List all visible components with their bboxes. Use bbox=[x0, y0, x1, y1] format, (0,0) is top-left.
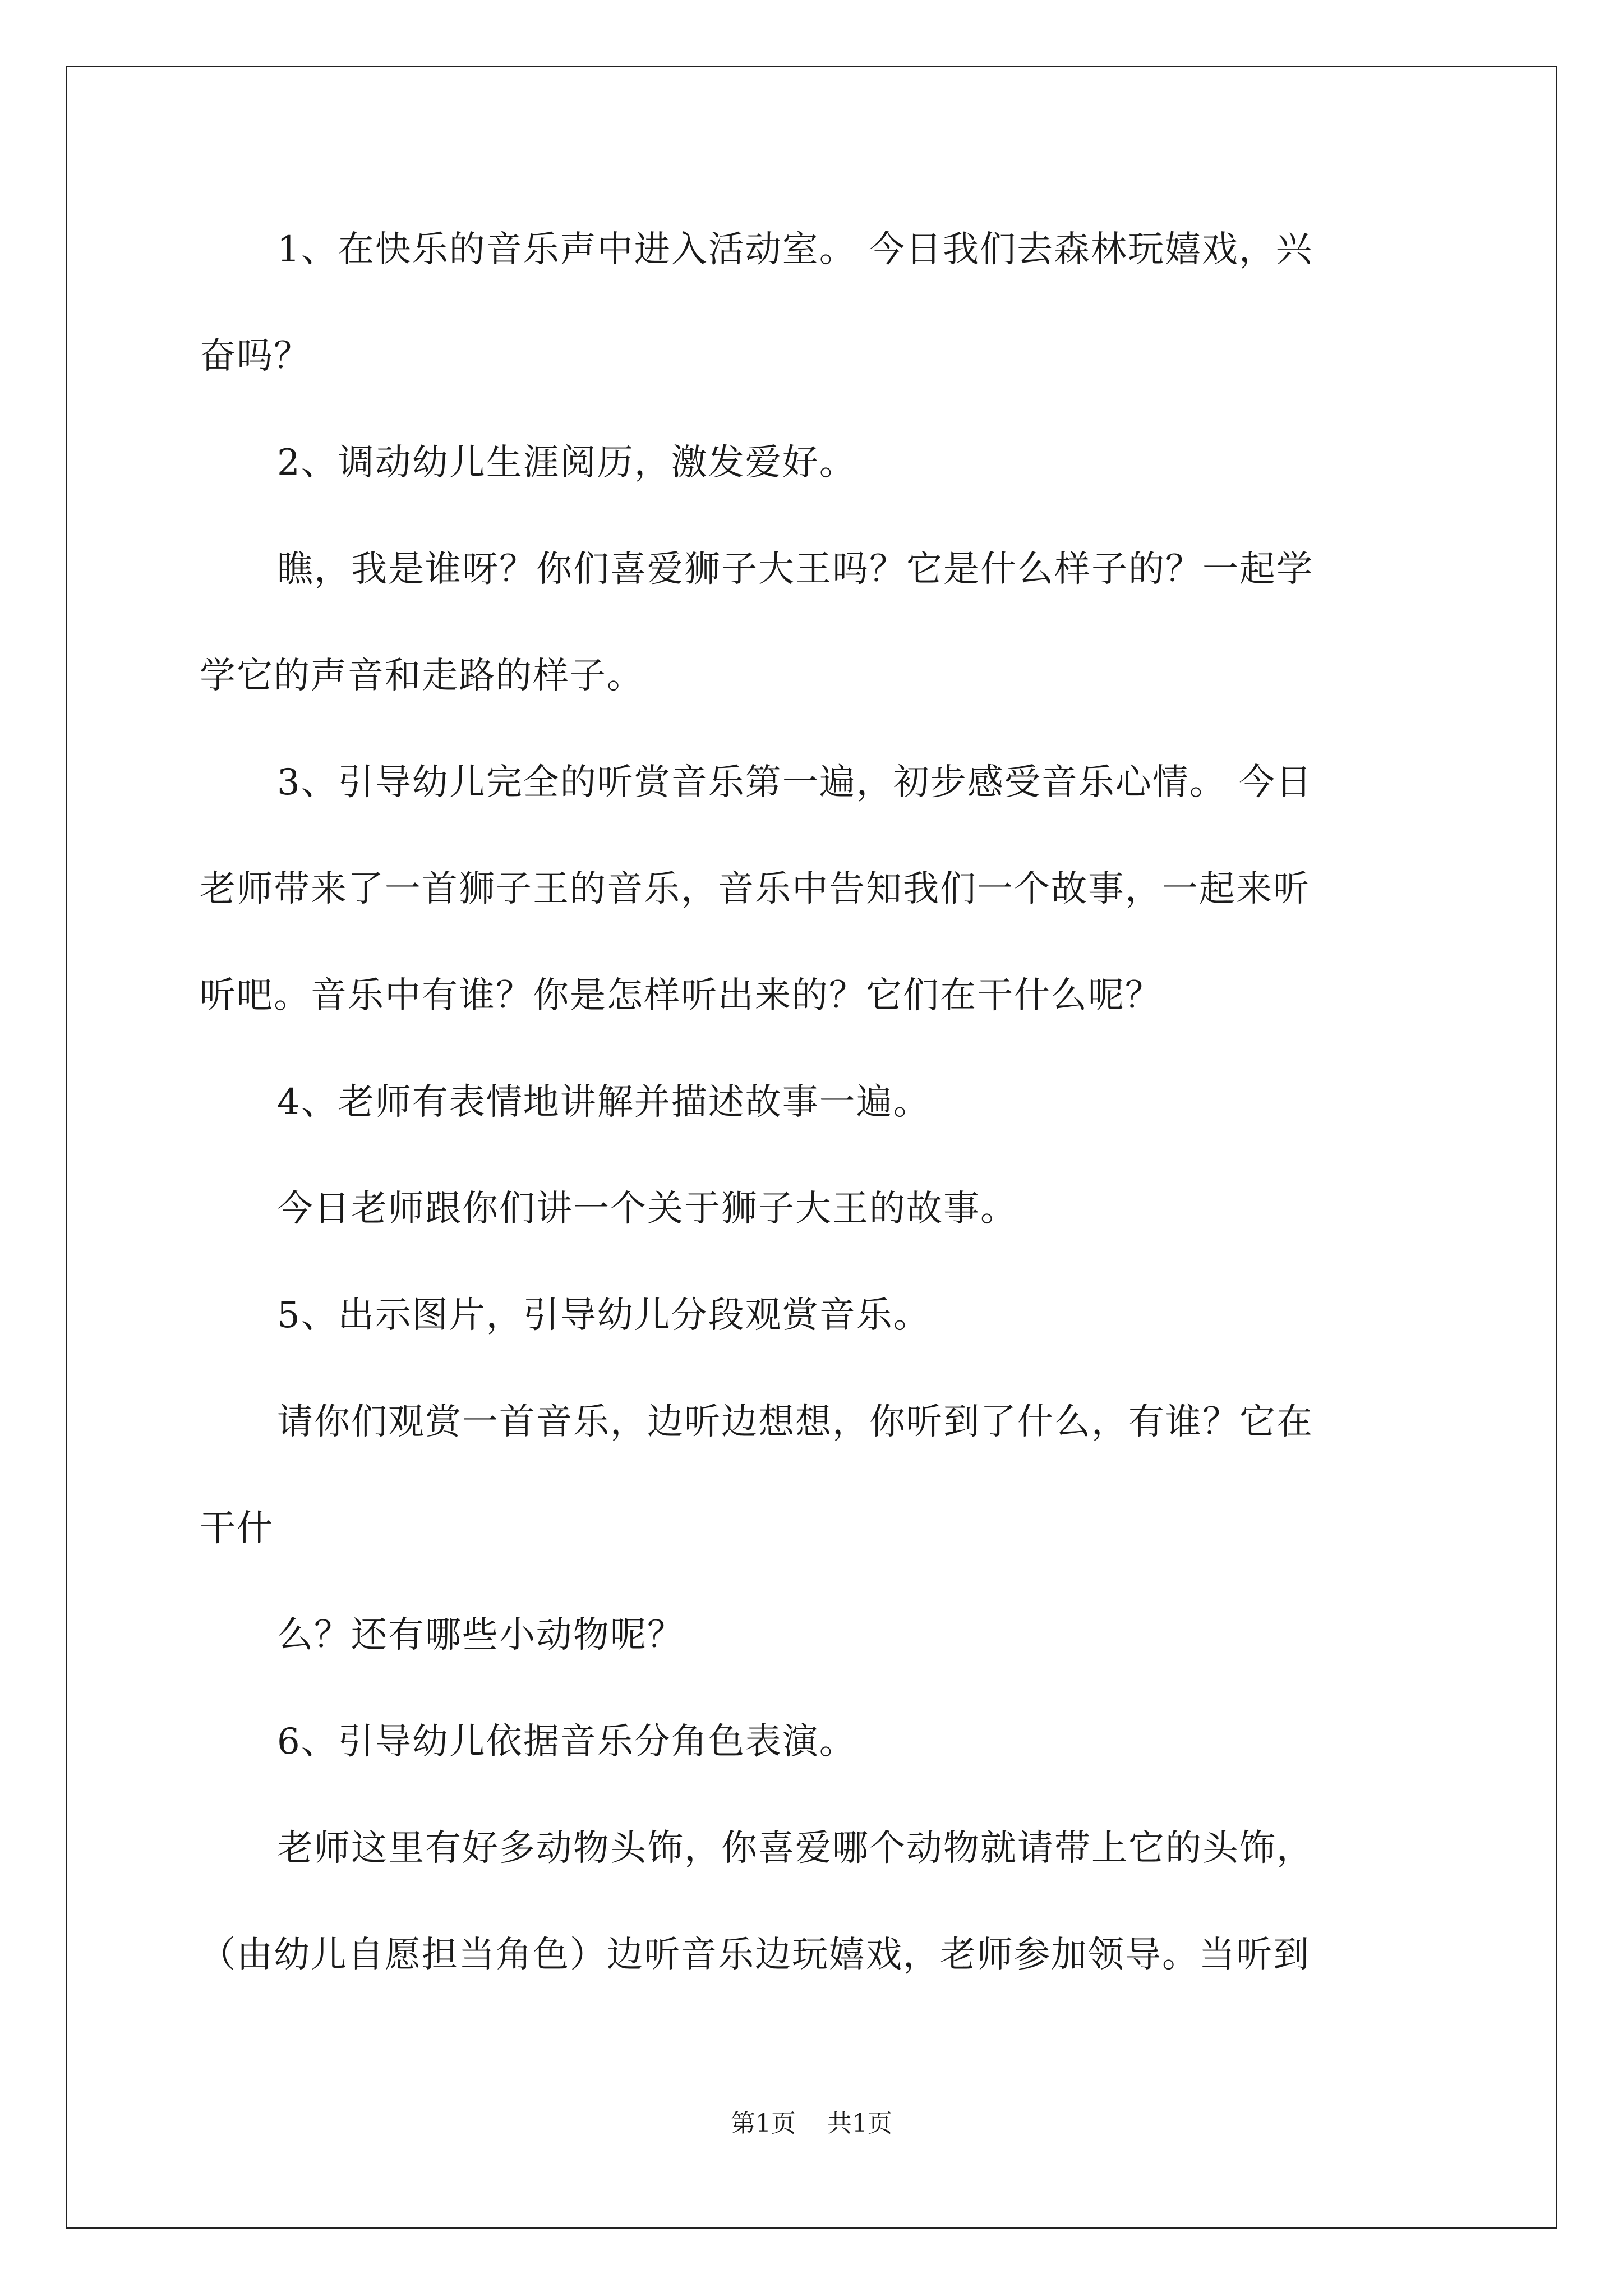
paragraph-4-line-3: 听吧。音乐中有谁？你是怎样听出来的？它们在干什么呢？ bbox=[200, 975, 1162, 1016]
paragraph-3-line-1: 瞧，我是谁呀？你们喜爱狮子大王吗？它是什么样子的？一起学 bbox=[277, 549, 1313, 590]
paragraph-3-line-2: 学它的声音和走路的样子。 bbox=[200, 655, 644, 697]
page-border bbox=[66, 66, 1557, 2229]
page-number-current: 第1页 bbox=[731, 2109, 796, 2138]
paragraph-11-line-1: 老师这里有好多动物头饰，你喜爱哪个动物就请带上它的头饰， bbox=[277, 1828, 1313, 1869]
paragraph-2: 2、调动幼儿生涯阅历，激发爱好。 bbox=[277, 442, 856, 484]
paragraph-6: 今日老师跟你们讲一个关于狮子大王的故事。 bbox=[277, 1188, 1017, 1230]
page-footer bbox=[0, 2108, 1623, 2139]
page-number-total: 共1页 bbox=[827, 2109, 892, 2138]
paragraph-1-line-2: 奋吗？ bbox=[200, 335, 311, 377]
paragraph-4-line-2: 老师带来了一首狮子王的音乐，音乐中告知我们一个故事，一起来听 bbox=[200, 868, 1310, 910]
paragraph-10: 6、引导幼儿依据音乐分角色表演。 bbox=[277, 1721, 856, 1763]
paragraph-4-line-1: 3、引导幼儿完全的听赏音乐第一遍，初步感受音乐心情。 今日 bbox=[277, 762, 1313, 803]
paragraph-8-line-1: 请你们观赏一首音乐，边听边想想，你听到了什么，有谁？它在 bbox=[277, 1401, 1313, 1443]
paragraph-5: 4、老师有表情地讲解并描述故事一遍。 bbox=[277, 1082, 930, 1123]
paragraph-8-line-2: 干什 bbox=[200, 1508, 274, 1549]
paragraph-1-line-1: 1、在快乐的音乐声中进入活动室。 今日我们去森林玩嬉戏，兴 bbox=[277, 229, 1313, 270]
paragraph-7: 5、出示图片，引导幼儿分段观赏音乐。 bbox=[277, 1295, 930, 1336]
paragraph-11-line-2: （由幼儿自愿担当角色）边听音乐边玩嬉戏，老师参加领导。当听到 bbox=[200, 1934, 1310, 1976]
paragraph-9: 么？还有哪些小动物呢？ bbox=[277, 1614, 684, 1656]
